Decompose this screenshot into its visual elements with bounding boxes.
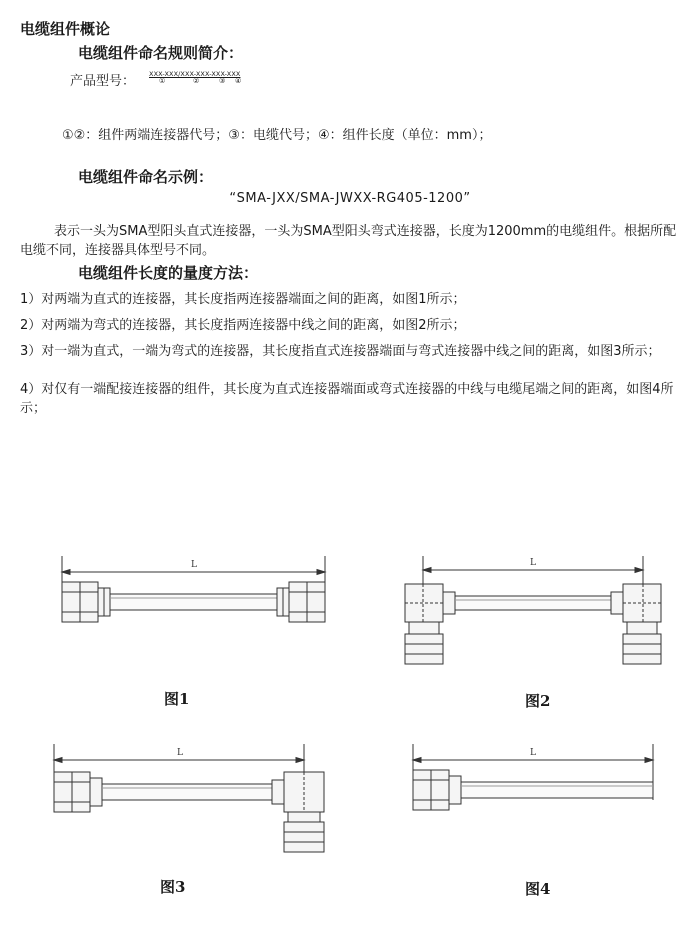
example-description: 表示一头为SMA型阳头直式连接器，一头为SMA型阳头弯式连接器，长度为1200mm的电缆组件。根据所配电缆不同，连接器具体型号不同。 [20, 224, 677, 258]
figure-3-dimension: L [177, 748, 183, 758]
measurement-heading: 电缆组件长度的量度方法： [78, 264, 259, 282]
measurement-item-1: 1）对两端为直式的连接器，其长度指两连接器端面之间的距离，如图1所示； [20, 292, 466, 307]
figure-1-diagram [40, 552, 350, 642]
figure-1-dimension: L [191, 560, 197, 570]
code-pattern: XXX-XXX/XXX-XXX-XXX-XXX [149, 70, 241, 78]
document-title: 电缆组件概论 [20, 20, 111, 38]
code-mark-4: ④ [235, 77, 242, 85]
model-code [149, 71, 240, 86]
code-marks [149, 78, 240, 86]
example-code: “SMA-JXX/SMA-JWXX-RG405-1200” [229, 191, 471, 206]
figure-3-diagram [40, 740, 340, 860]
figure-4-label: 图4 [525, 880, 551, 898]
model-label: 产品型号： [70, 74, 136, 89]
figure-3-label: 图3 [160, 878, 186, 896]
figure-2-label: 图2 [525, 692, 551, 710]
figure-2-diagram [395, 552, 680, 672]
naming-legend: ①②：组件两端连接器代号；③：电缆代号；④：组件长度（单位：mm）； [62, 128, 492, 143]
figure-1-label: 图1 [164, 690, 190, 708]
example-heading: 电缆组件命名示例： [78, 168, 214, 186]
code-mark-1: ① [159, 77, 166, 85]
figure-2-dimension: L [530, 558, 536, 568]
measurement-item-2: 2）对两端为弯式的连接器，其长度指两连接器中线之间的距离，如图2所示； [20, 318, 466, 333]
figure-4-diagram [395, 740, 680, 820]
code-mark-3: ③ [219, 77, 226, 85]
measurement-item-4: 4）对仅有一端配接连接器的组件，其长度为直式连接器端面或弯式连接器的中线与电缆尾端之间的距离，如图4所示； [20, 382, 674, 416]
naming-heading: 电缆组件命名规则简介： [78, 44, 244, 62]
code-mark-2: ② [193, 77, 200, 85]
measurement-item-3: 3）对一端为直式，一端为弯式的连接器，其长度指直式连接器端面与弯式连接器中线之间的距离，如图3所示； [20, 344, 661, 359]
model-code-row [70, 70, 240, 89]
figure-4-dimension: L [530, 748, 536, 758]
